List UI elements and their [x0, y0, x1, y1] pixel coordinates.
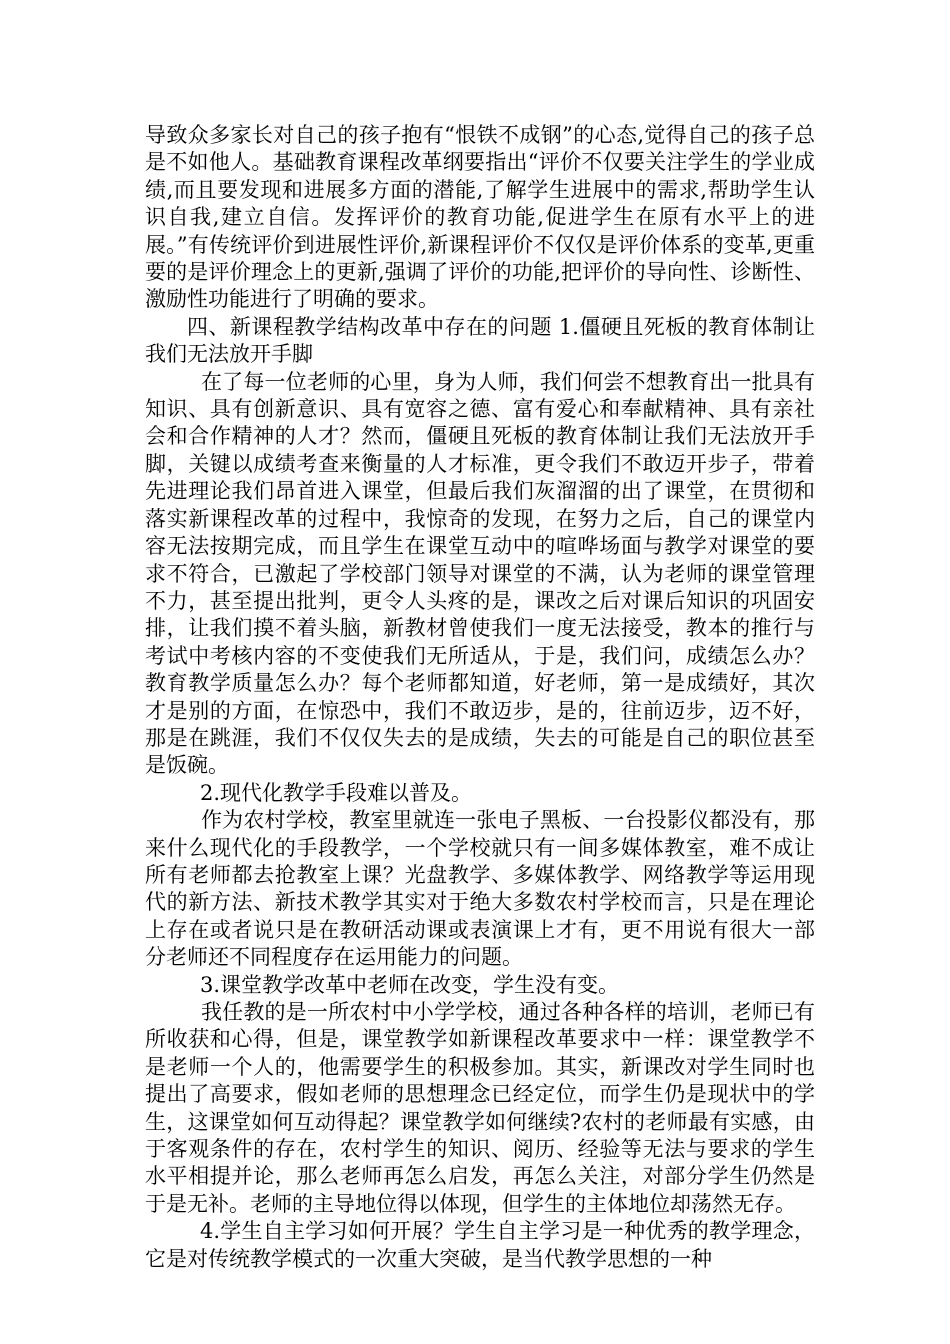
- paragraph-autonomous-learning: 4.学生自主学习如何开展？学生自主学习是一种优秀的教学理念，它是对传统教学模式的一次重大突破，是当代教学思想的一种: [145, 1219, 815, 1271]
- paragraph-rural-equipment: 作为农村学校，教室里就连一张电子黑板、一台投影仪都没有，那来什么现代化的手段教学，一个学校就只有一间多媒体教室，难不成让所有老师都去抢教室上课？光盘教学、多媒体教学、网络教学等运用现代的新方法、新技术教学其实对于绝大多数农村学校而言，只是在理论上存在或者说只是在教研活动课或表演课上才有，更不用说有很大一部分老师还不同程度存在运用能力的问题。: [145, 808, 815, 970]
- subheading-modern-teaching: 2.现代化教学手段难以普及。: [200, 780, 473, 805]
- document-body: [145, 122, 815, 1273]
- section-heading-problems: 四、新课程教学结构改革中存在的问题 1.僵硬且死板的教育体制让我们无法放开手脚: [145, 314, 815, 367]
- paragraph-evaluation-reform: 导致众多家长对自己的孩子抱有“恨铁不成钢”的心态,觉得自己的孩子总是不如他人。基础教育课程改革纲要指出“评价不仅要关注学生的学业成绩,而且要发现和进展多方面的潜能,了解学生进展中的需求,帮助学生认识自我,建立自信。发挥评价的教育功能,促进学生在原有水平上的进展。”有传统评价到进展性评价,新课程评价不仅仅是评价体系的变革,更重要的是评价理念上的更新,强调了评价的功能,把评价的导向性、诊断性、激励性功能进行了明确的要求。: [145, 123, 815, 312]
- paragraph-rigid-system: 在了每一位老师的心里，身为人师，我们何尝不想教育出一批具有知识、具有创新意识、具有宽容之德、富有爱心和奉献精神、具有亲社会和合作精神的人才？然而，僵硬且死板的教育体制让我们无法放开手脚，关键以成绩考查来衡量的人才标准，更令我们不敢迈开步子，带着先进理论我们昂首进入课堂，但最后我们灰溜溜的出了课堂，在贯彻和落实新课程改革的过程中，我惊奇的发现，在努力之后，自己的课堂内容无法按期完成，而且学生在课堂互动中的喧哗场面与教学对课堂的要求不符合，已激起了学校部门领导对课堂的不满，认为老师的课堂管理不力，甚至提出批判，更令人头疼的是，课改之后对课后知识的巩固安排，让我们摸不着头脑，新教材曾使我们一度无法接受，教本的推行与考试中考核内容的不变使我们无所适从，于是，我们问，成绩怎么办？教育教学质量怎么办？每个老师都知道，好老师，第一是成绩好，其次才是别的方面，在惊恐中，我们不敢迈步，是的，往前迈步，迈不好，那是在跳涯，我们不仅仅失去的是成绩，失去的可能是自己的职位甚至是饭碗。: [145, 369, 815, 778]
- paragraph-rural-students: 我任教的是一所农村中小学学校，通过各种各样的培训，老师已有所收获和心得，但是，课堂教学如新课程改革要求中一样：课堂教学不是老师一个人的，他需要学生的积极参加。其实，新课改对学生同时也提出了高要求，假如老师的思想理念已经定位，而学生仍是现状中的学生，这课堂如何互动得起？课堂教学如何继续?农村的老师最有实感，由于客观条件的存在，农村学生的知识、阅历、经验等无法与要求的学生水平相提并论，那么老师再怎么启发，再怎么关注，对部分学生仍然是于是无补。老师的主导地位得以体现，但学生的主体地位却荡然无存。: [145, 1000, 815, 1216]
- subheading-students-unchanged: 3.课堂教学改革中老师在改变，学生没有变。: [200, 972, 620, 997]
